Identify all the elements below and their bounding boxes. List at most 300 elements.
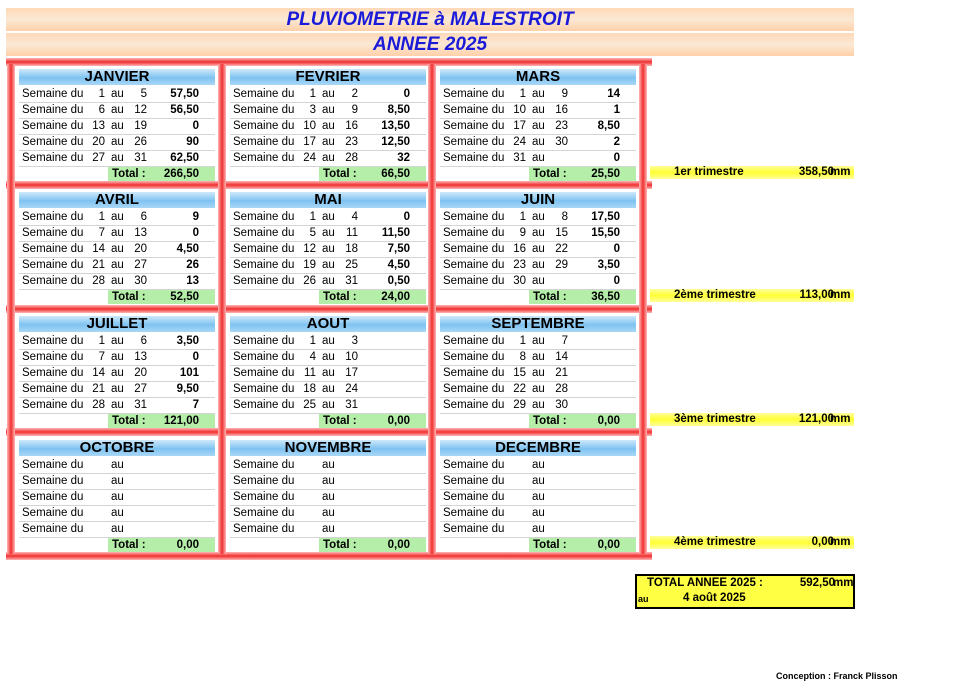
week-label: Semaine du bbox=[22, 227, 84, 239]
week-start-day: 15 bbox=[513, 367, 526, 379]
week-au-label: au bbox=[322, 120, 335, 132]
week-label: Semaine du bbox=[233, 227, 295, 239]
month-block-mars bbox=[440, 69, 636, 182]
week-rainfall-value: 8,50 bbox=[597, 120, 620, 132]
week-row bbox=[230, 226, 426, 242]
week-au-label: au bbox=[532, 523, 545, 535]
month-total-row bbox=[230, 414, 426, 429]
week-row bbox=[19, 474, 215, 490]
week-end-day: 27 bbox=[134, 383, 147, 395]
month-title: FEVRIER bbox=[230, 69, 426, 85]
week-label: Semaine du bbox=[233, 104, 295, 116]
week-rainfall-value: 56,50 bbox=[170, 104, 199, 116]
week-end-day: 28 bbox=[345, 152, 358, 164]
week-label: Semaine du bbox=[22, 275, 84, 287]
week-row bbox=[440, 334, 636, 350]
week-au-label: au bbox=[532, 120, 545, 132]
week-row bbox=[230, 210, 426, 226]
quarter-label: 4ème trimestre bbox=[674, 536, 756, 548]
week-row bbox=[19, 366, 215, 382]
month-total-label: Total : bbox=[112, 539, 146, 551]
week-row bbox=[19, 103, 215, 119]
week-row bbox=[230, 522, 426, 538]
month-total-cell bbox=[319, 414, 426, 428]
week-end-day: 8 bbox=[561, 211, 568, 223]
week-label: Semaine du bbox=[22, 104, 84, 116]
frame-bar-col1 bbox=[218, 64, 226, 554]
week-au-label: au bbox=[532, 475, 545, 487]
week-end-day: 23 bbox=[345, 136, 358, 148]
month-total-label: Total : bbox=[112, 415, 146, 427]
week-row bbox=[440, 522, 636, 538]
week-start-day: 7 bbox=[98, 351, 105, 363]
month-total-label: Total : bbox=[112, 291, 146, 303]
week-label: Semaine du bbox=[233, 459, 295, 471]
week-label: Semaine du bbox=[22, 459, 84, 471]
week-end-day: 29 bbox=[555, 259, 568, 271]
week-end-day: 12 bbox=[134, 104, 147, 116]
annual-total-unit: mm bbox=[833, 577, 854, 589]
frame-bar-q3 bbox=[6, 428, 652, 436]
week-label: Semaine du bbox=[22, 211, 84, 223]
week-rainfall-value: 4,50 bbox=[387, 259, 410, 271]
week-row bbox=[230, 87, 426, 103]
week-au-label: au bbox=[322, 507, 335, 519]
week-start-day: 16 bbox=[513, 243, 526, 255]
quarter-total-bar bbox=[650, 413, 854, 426]
week-au-label: au bbox=[322, 259, 335, 271]
week-rainfall-value: 4,50 bbox=[176, 243, 199, 255]
month-block-avril bbox=[19, 192, 215, 305]
week-start-day: 14 bbox=[92, 243, 105, 255]
week-au-label: au bbox=[532, 136, 545, 148]
month-total-row bbox=[230, 167, 426, 182]
month-total-label: Total : bbox=[533, 291, 567, 303]
week-start-day: 21 bbox=[92, 383, 105, 395]
week-label: Semaine du bbox=[22, 475, 84, 487]
week-label: Semaine du bbox=[443, 104, 505, 116]
week-rainfall-value: 101 bbox=[179, 367, 199, 379]
month-total-value: 52,50 bbox=[170, 291, 199, 303]
week-au-label: au bbox=[111, 367, 124, 379]
quarter-total-bar bbox=[650, 536, 854, 549]
week-label: Semaine du bbox=[233, 259, 295, 271]
week-row bbox=[230, 398, 426, 414]
month-total-cell bbox=[108, 167, 215, 181]
week-row bbox=[440, 398, 636, 414]
week-row bbox=[19, 119, 215, 135]
week-row bbox=[440, 258, 636, 274]
week-au-label: au bbox=[111, 152, 124, 164]
week-start-day: 9 bbox=[519, 227, 526, 239]
week-row bbox=[440, 458, 636, 474]
week-label: Semaine du bbox=[443, 491, 505, 503]
week-row bbox=[19, 382, 215, 398]
month-block-fevrier bbox=[230, 69, 426, 182]
month-title: JUILLET bbox=[19, 316, 215, 332]
month-title: MARS bbox=[440, 69, 636, 85]
week-label: Semaine du bbox=[22, 491, 84, 503]
week-label: Semaine du bbox=[22, 136, 84, 148]
annual-total-value: 592,50 bbox=[799, 577, 835, 589]
frame-bar-top bbox=[6, 58, 652, 66]
week-au-label: au bbox=[111, 459, 124, 471]
week-label: Semaine du bbox=[233, 243, 295, 255]
frame-bar-left bbox=[7, 64, 15, 554]
month-total-cell bbox=[529, 290, 636, 304]
week-end-day: 4 bbox=[351, 211, 358, 223]
week-row bbox=[440, 490, 636, 506]
week-start-day: 24 bbox=[513, 136, 526, 148]
quarter-value: 0,00 bbox=[811, 536, 834, 548]
week-au-label: au bbox=[532, 104, 545, 116]
week-rainfall-value: 0 bbox=[192, 227, 199, 239]
week-row bbox=[230, 151, 426, 167]
week-label: Semaine du bbox=[233, 523, 295, 535]
week-au-label: au bbox=[111, 120, 124, 132]
week-rainfall-value: 7,50 bbox=[387, 243, 410, 255]
week-row bbox=[19, 274, 215, 290]
month-block-aout bbox=[230, 316, 426, 429]
week-label: Semaine du bbox=[443, 367, 505, 379]
month-total-row bbox=[19, 290, 215, 305]
week-row bbox=[230, 458, 426, 474]
week-rainfall-value: 0,50 bbox=[387, 275, 410, 287]
week-label: Semaine du bbox=[443, 227, 505, 239]
week-label: Semaine du bbox=[233, 507, 295, 519]
week-row bbox=[440, 382, 636, 398]
week-au-label: au bbox=[111, 88, 124, 100]
week-end-day: 13 bbox=[134, 227, 147, 239]
week-label: Semaine du bbox=[233, 152, 295, 164]
month-total-cell bbox=[529, 538, 636, 552]
week-start-day: 10 bbox=[513, 104, 526, 116]
week-label: Semaine du bbox=[22, 259, 84, 271]
week-end-day: 7 bbox=[561, 335, 568, 347]
week-label: Semaine du bbox=[233, 399, 295, 411]
week-rainfall-value: 1 bbox=[613, 104, 620, 116]
week-label: Semaine du bbox=[22, 507, 84, 519]
week-rainfall-value: 11,50 bbox=[381, 227, 410, 239]
month-block-janvier bbox=[19, 69, 215, 182]
frame-bar-bottom bbox=[6, 552, 652, 560]
week-au-label: au bbox=[322, 523, 335, 535]
week-start-day: 1 bbox=[519, 211, 526, 223]
week-rainfall-value: 57,50 bbox=[170, 88, 199, 100]
quarter-unit: mm bbox=[830, 413, 851, 425]
week-rainfall-value: 13,50 bbox=[381, 120, 410, 132]
week-rainfall-value: 14 bbox=[607, 88, 620, 100]
week-label: Semaine du bbox=[443, 275, 505, 287]
month-total-cell bbox=[319, 290, 426, 304]
week-row bbox=[440, 226, 636, 242]
week-end-day: 17 bbox=[345, 367, 358, 379]
week-au-label: au bbox=[322, 459, 335, 471]
week-row bbox=[440, 210, 636, 226]
month-block-octobre bbox=[19, 440, 215, 553]
week-end-day: 6 bbox=[140, 335, 147, 347]
week-row bbox=[440, 119, 636, 135]
week-au-label: au bbox=[532, 152, 545, 164]
week-label: Semaine du bbox=[233, 475, 295, 487]
week-row bbox=[230, 103, 426, 119]
week-start-day: 11 bbox=[304, 367, 316, 379]
week-row bbox=[19, 458, 215, 474]
month-total-value: 266,50 bbox=[163, 168, 199, 180]
week-row bbox=[440, 274, 636, 290]
week-au-label: au bbox=[532, 335, 545, 347]
week-row bbox=[19, 398, 215, 414]
month-title: AVRIL bbox=[19, 192, 215, 208]
month-total-value: 121,00 bbox=[163, 415, 199, 427]
week-label: Semaine du bbox=[233, 335, 295, 347]
week-row bbox=[19, 226, 215, 242]
week-au-label: au bbox=[111, 211, 124, 223]
month-title: AOUT bbox=[230, 316, 426, 332]
week-label: Semaine du bbox=[233, 351, 295, 363]
week-label: Semaine du bbox=[233, 491, 295, 503]
week-au-label: au bbox=[111, 243, 124, 255]
week-start-day: 1 bbox=[309, 335, 316, 347]
week-row bbox=[440, 87, 636, 103]
week-start-day: 28 bbox=[92, 399, 105, 411]
month-total-label: Total : bbox=[323, 168, 357, 180]
week-label: Semaine du bbox=[22, 523, 84, 535]
week-start-day: 1 bbox=[309, 88, 316, 100]
week-start-day: 7 bbox=[98, 227, 105, 239]
week-au-label: au bbox=[532, 259, 545, 271]
week-end-day: 3 bbox=[351, 335, 358, 347]
month-block-decembre bbox=[440, 440, 636, 553]
week-rainfall-value: 26 bbox=[186, 259, 199, 271]
week-end-day: 30 bbox=[555, 136, 568, 148]
week-au-label: au bbox=[111, 335, 124, 347]
week-rainfall-value: 8,50 bbox=[387, 104, 410, 116]
quarter-value: 113,00 bbox=[799, 289, 834, 301]
month-total-row bbox=[230, 290, 426, 305]
week-row bbox=[19, 350, 215, 366]
week-start-day: 1 bbox=[309, 211, 316, 223]
week-au-label: au bbox=[111, 351, 124, 363]
week-row bbox=[440, 103, 636, 119]
title-line-1: PLUVIOMETRIE à MALESTROIT bbox=[6, 8, 854, 31]
quarter-unit: mm bbox=[830, 166, 851, 178]
week-au-label: au bbox=[111, 383, 124, 395]
quarter-value: 358,50 bbox=[798, 166, 834, 178]
week-row bbox=[19, 490, 215, 506]
week-au-label: au bbox=[322, 152, 335, 164]
week-label: Semaine du bbox=[443, 399, 505, 411]
week-start-day: 27 bbox=[92, 152, 105, 164]
week-au-label: au bbox=[111, 275, 124, 287]
week-label: Semaine du bbox=[22, 351, 84, 363]
week-au-label: au bbox=[322, 399, 335, 411]
month-total-cell bbox=[108, 414, 215, 428]
week-au-label: au bbox=[532, 275, 545, 287]
frame-bar-right bbox=[639, 64, 647, 554]
week-end-day: 14 bbox=[555, 351, 568, 363]
week-rainfall-value: 0 bbox=[192, 351, 199, 363]
month-block-septembre bbox=[440, 316, 636, 429]
week-label: Semaine du bbox=[443, 88, 505, 100]
week-row bbox=[440, 474, 636, 490]
week-au-label: au bbox=[111, 259, 124, 271]
week-au-label: au bbox=[532, 367, 545, 379]
week-row bbox=[230, 490, 426, 506]
week-rainfall-value: 12,50 bbox=[381, 136, 410, 148]
week-row bbox=[440, 135, 636, 151]
week-rainfall-value: 17,50 bbox=[591, 211, 620, 223]
week-label: Semaine du bbox=[233, 383, 295, 395]
week-au-label: au bbox=[532, 399, 545, 411]
week-row bbox=[230, 135, 426, 151]
week-row bbox=[230, 242, 426, 258]
week-row bbox=[440, 350, 636, 366]
week-au-label: au bbox=[322, 227, 335, 239]
week-rainfall-value: 7 bbox=[192, 399, 199, 411]
month-total-label: Total : bbox=[533, 539, 567, 551]
week-rainfall-value: 3,50 bbox=[597, 259, 620, 271]
week-end-day: 19 bbox=[134, 120, 147, 132]
month-total-label: Total : bbox=[533, 415, 567, 427]
week-row bbox=[19, 258, 215, 274]
month-total-value: 0,00 bbox=[387, 539, 410, 551]
week-au-label: au bbox=[111, 136, 124, 148]
title-line-2: ANNEE 2025 bbox=[6, 33, 854, 56]
month-block-mai bbox=[230, 192, 426, 305]
week-row bbox=[230, 274, 426, 290]
month-total-row bbox=[440, 290, 636, 305]
month-total-label: Total : bbox=[533, 168, 567, 180]
week-end-day: 31 bbox=[345, 399, 358, 411]
week-start-day: 29 bbox=[513, 399, 526, 411]
week-au-label: au bbox=[111, 491, 124, 503]
annual-au-label: au bbox=[638, 594, 649, 604]
month-block-novembre bbox=[230, 440, 426, 553]
month-total-label: Total : bbox=[323, 415, 357, 427]
week-label: Semaine du bbox=[22, 335, 84, 347]
week-row bbox=[230, 350, 426, 366]
week-row bbox=[230, 366, 426, 382]
month-total-cell bbox=[319, 538, 426, 552]
quarter-label: 3ème trimestre bbox=[674, 413, 756, 425]
week-end-day: 26 bbox=[134, 136, 147, 148]
week-rainfall-value: 0 bbox=[613, 275, 620, 287]
week-rainfall-value: 9,50 bbox=[176, 383, 199, 395]
week-rainfall-value: 90 bbox=[186, 136, 199, 148]
week-rainfall-value: 13 bbox=[186, 275, 199, 287]
week-end-day: 15 bbox=[555, 227, 568, 239]
week-au-label: au bbox=[532, 351, 545, 363]
week-start-day: 10 bbox=[303, 120, 316, 132]
week-label: Semaine du bbox=[443, 211, 505, 223]
month-total-value: 24,00 bbox=[381, 291, 410, 303]
week-end-day: 5 bbox=[140, 88, 147, 100]
week-au-label: au bbox=[532, 88, 545, 100]
week-au-label: au bbox=[322, 211, 335, 223]
week-row bbox=[19, 242, 215, 258]
week-au-label: au bbox=[532, 459, 545, 471]
month-total-row bbox=[440, 538, 636, 553]
week-start-day: 31 bbox=[513, 152, 526, 164]
week-label: Semaine du bbox=[22, 152, 84, 164]
week-rainfall-value: 3,50 bbox=[176, 335, 199, 347]
week-start-day: 8 bbox=[519, 351, 526, 363]
week-label: Semaine du bbox=[443, 351, 505, 363]
week-label: Semaine du bbox=[233, 367, 295, 379]
week-end-day: 31 bbox=[345, 275, 358, 287]
annual-total-label: TOTAL ANNEE 2025 : bbox=[647, 577, 763, 589]
week-start-day: 1 bbox=[98, 211, 105, 223]
month-total-label: Total : bbox=[323, 291, 357, 303]
week-label: Semaine du bbox=[443, 136, 505, 148]
month-total-value: 0,00 bbox=[597, 415, 620, 427]
week-start-day: 12 bbox=[303, 243, 316, 255]
week-row bbox=[440, 242, 636, 258]
week-au-label: au bbox=[111, 475, 124, 487]
week-label: Semaine du bbox=[22, 88, 84, 100]
month-total-cell bbox=[319, 167, 426, 181]
month-total-value: 0,00 bbox=[387, 415, 410, 427]
week-au-label: au bbox=[322, 367, 335, 379]
week-rainfall-value: 9 bbox=[192, 211, 199, 223]
week-end-day: 31 bbox=[134, 152, 147, 164]
week-row bbox=[440, 151, 636, 167]
month-title: JANVIER bbox=[19, 69, 215, 85]
week-end-day: 30 bbox=[134, 275, 147, 287]
week-label: Semaine du bbox=[22, 367, 84, 379]
month-title: OCTOBRE bbox=[19, 440, 215, 456]
week-rainfall-value: 2 bbox=[613, 136, 620, 148]
week-start-day: 1 bbox=[519, 335, 526, 347]
week-rainfall-value: 0 bbox=[192, 120, 199, 132]
month-total-label: Total : bbox=[112, 168, 146, 180]
month-total-row bbox=[19, 538, 215, 553]
month-total-cell bbox=[529, 167, 636, 181]
quarter-unit: mm bbox=[830, 289, 851, 301]
week-row bbox=[440, 506, 636, 522]
month-total-cell bbox=[108, 290, 215, 304]
week-start-day: 26 bbox=[303, 275, 316, 287]
week-label: Semaine du bbox=[22, 120, 84, 132]
week-au-label: au bbox=[322, 351, 335, 363]
week-start-day: 6 bbox=[98, 104, 105, 116]
week-row bbox=[19, 151, 215, 167]
week-row bbox=[19, 210, 215, 226]
week-rainfall-value: 0 bbox=[403, 211, 410, 223]
month-title: SEPTEMBRE bbox=[440, 316, 636, 332]
week-start-day: 1 bbox=[98, 335, 105, 347]
week-label: Semaine du bbox=[443, 475, 505, 487]
week-start-day: 23 bbox=[513, 259, 526, 271]
week-end-day: 9 bbox=[351, 104, 358, 116]
month-total-row bbox=[19, 167, 215, 182]
month-title: JUIN bbox=[440, 192, 636, 208]
week-row bbox=[230, 506, 426, 522]
month-total-value: 25,50 bbox=[591, 168, 620, 180]
week-row bbox=[230, 258, 426, 274]
week-start-day: 14 bbox=[92, 367, 105, 379]
week-label: Semaine du bbox=[443, 243, 505, 255]
week-rainfall-value: 0 bbox=[403, 88, 410, 100]
month-total-cell bbox=[529, 414, 636, 428]
week-au-label: au bbox=[322, 335, 335, 347]
frame-bar-q2 bbox=[6, 305, 652, 313]
week-au-label: au bbox=[532, 507, 545, 519]
annual-date: 4 août 2025 bbox=[683, 592, 746, 604]
week-rainfall-value: 15,50 bbox=[591, 227, 620, 239]
week-end-day: 16 bbox=[555, 104, 568, 116]
